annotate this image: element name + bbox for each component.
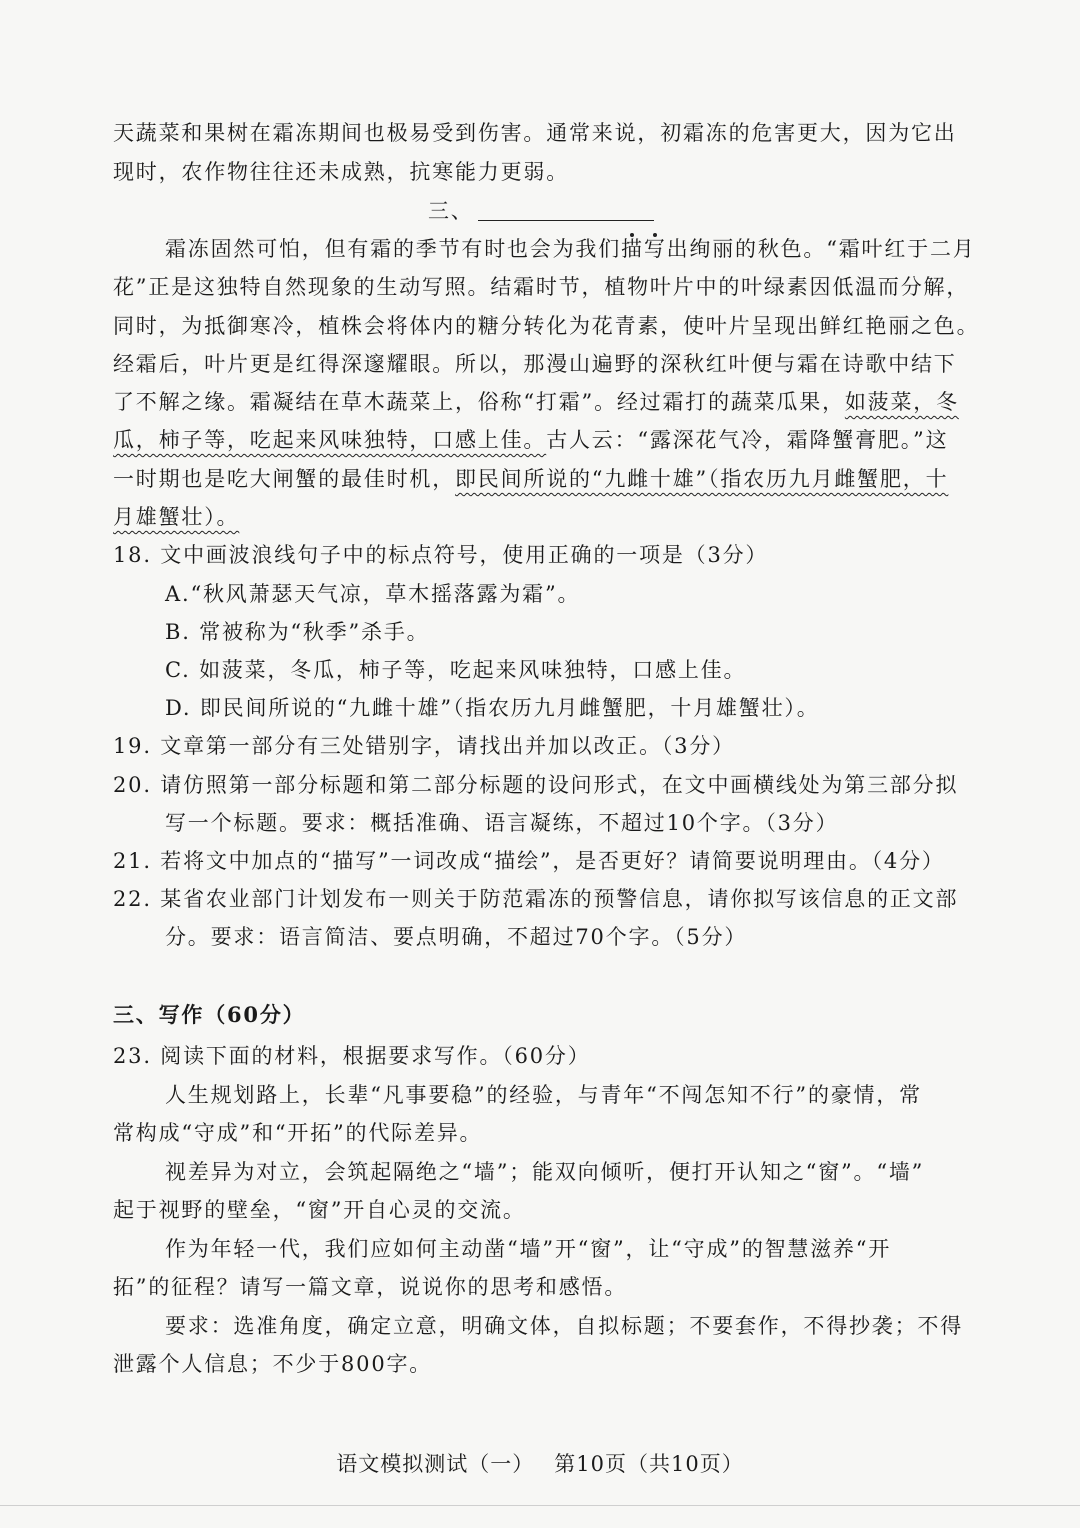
question-21: 21. 若将文中加点的“描写”一词改成“描绘”，是否更好？请简要说明理由。（4分）	[113, 849, 945, 873]
question-22-line-2: 分。要求：语言简洁、要点明确，不超过70个字。（5分）	[165, 925, 748, 949]
reading-line-3	[165, 234, 976, 264]
question-20-line-1: 20. 请仿照第一部分标题和第二部分标题的设问形式，在文中画横线处为第三部分拟	[113, 773, 959, 797]
section-3-number: 三、	[428, 199, 474, 223]
reading-line-4: 花”正是这独特自然现象的生动写照。结霜时节，植物叶片中的叶绿素因低温而分解，	[113, 275, 970, 299]
question-18: 18. 文中画波浪线句子中的标点符号，使用正确的一项是（3分）	[113, 543, 769, 567]
option-18b: B. 常被称为“秋季”杀手。	[165, 620, 430, 644]
reading-line-7	[113, 387, 959, 417]
title-blank-line	[478, 204, 654, 221]
question-23: 23. 阅读下面的材料，根据要求写作。（60分）	[113, 1044, 591, 1068]
writing-section-heading: 三、写作（60分）	[113, 1002, 306, 1027]
option-18c: C. 如菠菜，冬瓜，柿子等，吃起来风味独特，口感上佳。	[165, 658, 747, 682]
material-line-6: 拓”的征程？请写一篇文章，说说你的思考和感悟。	[113, 1275, 628, 1299]
dotted-char-xie: 写	[643, 237, 667, 261]
reading-line-5: 同时，为抵御寒冷，植株会将体内的糖分转化为花青素，使叶片呈现出鲜红艳丽之色。	[113, 314, 980, 338]
footer-exam-title: 语文模拟测试（一）	[336, 1452, 535, 1476]
reading-line-7a: 了不解之缘。霜凝结在草木蔬菜上，俗称“打霜”。经过霜打的蔬菜瓜果，	[113, 390, 845, 414]
reading-line-8b: 古人云：“露深花气冷，霜降蟹膏肥。”这	[546, 428, 949, 452]
reading-line-3d: 出绚丽的秋色。“霜叶红于二月	[666, 237, 976, 261]
wavy-sentence-1a: 如菠菜，冬	[844, 390, 959, 414]
wavy-sentence-2b: 月雄蟹壮）。	[113, 505, 240, 529]
material-line-3: 视差异为对立，会筑起隔绝之“墙”；能双向倾听，便打开认知之“窗”。“墙”	[165, 1160, 925, 1184]
question-19: 19. 文章第一部分有三处错别字，请找出并加以改正。（3分）	[113, 734, 735, 758]
wavy-sentence-1b: 瓜，柿子等，吃起来风味独特，口感上佳。	[113, 428, 547, 452]
option-18d: D. 即民间所说的“九雌十雄”（指农历九月雌蟹肥，十月雄蟹壮）。	[165, 696, 820, 720]
footer-page-number: 第10页（共10页）	[554, 1452, 744, 1476]
reading-line-6: 经霜后，叶片更是红得深邃耀眼。所以，那漫山遍野的深秋红叶便与霜在诗歌中结下	[113, 352, 957, 376]
reading-line-9	[113, 464, 948, 494]
material-line-4: 起于视野的壁垒，“窗”开自心灵的交流。	[113, 1198, 526, 1222]
requirement-line-1: 要求：选准角度，确定立意，明确文体，自拟标题；不要套作，不得抄袭；不得	[165, 1314, 963, 1338]
page-footer	[0, 1448, 1080, 1478]
reading-line-1: 天蔬菜和果树在霜冻期间也极易受到伤害。通常来说，初霜冻的危害更大，因为它出	[113, 121, 957, 145]
material-line-2: 常构成“守成”和“开拓”的代际差异。	[113, 1121, 483, 1145]
reading-line-3a: 霜冻固然可怕，但有霜的季节有时也会为我们	[165, 237, 621, 261]
dotted-char-miao: 描	[621, 237, 644, 261]
scan-edge-divider	[0, 1505, 1080, 1506]
reading-line-8	[113, 425, 948, 455]
section-3-heading	[428, 196, 654, 226]
reading-line-9a: 一时期也是吃大闸蟹的最佳时机，	[113, 467, 455, 491]
requirement-line-2: 泄露个人信息；不少于800字。	[113, 1352, 433, 1376]
wavy-sentence-2a: 即民间所说的“九雌十雄”（指农历九月雌蟹肥，十	[455, 467, 949, 491]
reading-line-2: 现时，农作物往往还未成熟，抗寒能力更弱。	[113, 160, 569, 184]
reading-line-10	[113, 502, 239, 532]
material-line-5: 作为年轻一代，我们应如何主动凿“墙”开“窗”，让“守成”的智慧滋养“开	[165, 1237, 892, 1261]
material-line-1: 人生规划路上，长辈“凡事要稳”的经验，与青年“不闯怎知不行”的豪情，常	[165, 1083, 922, 1107]
option-18a: A.“秋风萧瑟天气凉，草木摇落露为霜”。	[165, 582, 581, 606]
question-20-line-2: 写一个标题。要求：概括准确、语言凝练，不超过10个字。（3分）	[165, 811, 839, 835]
question-22-line-1: 22. 某省农业部门计划发布一则关于防范霜冻的预警信息，请你拟写该信息的正文部	[113, 887, 959, 911]
